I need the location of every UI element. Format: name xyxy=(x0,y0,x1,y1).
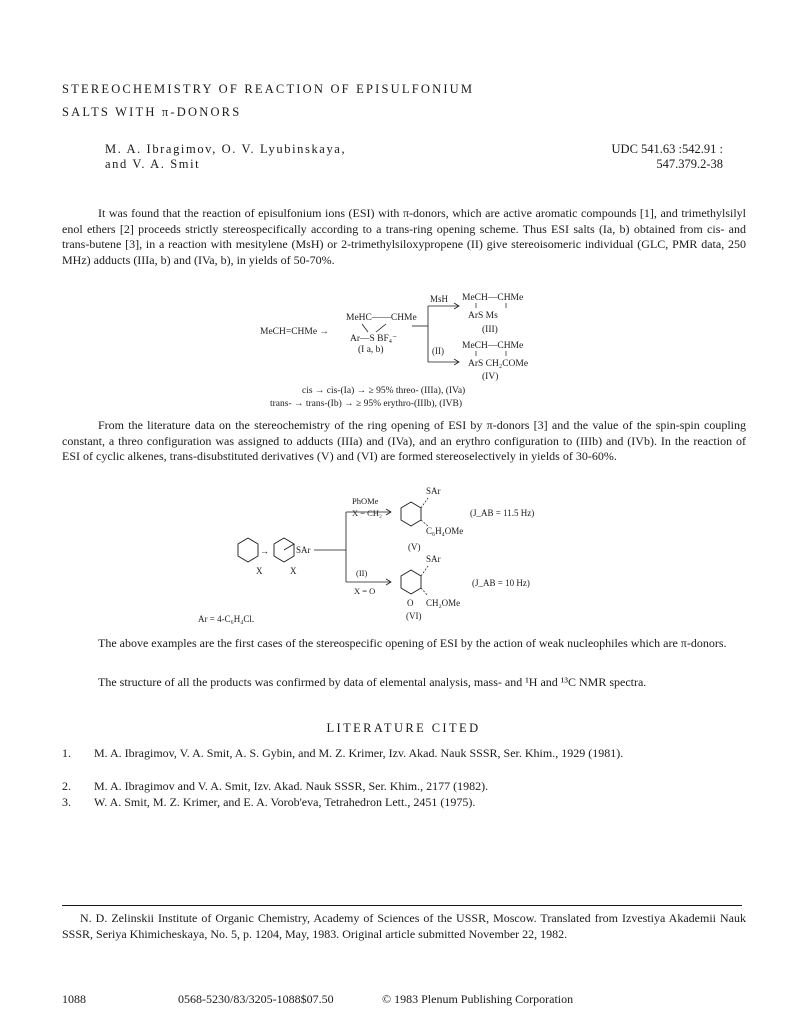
page-number: 1088 xyxy=(62,992,86,1006)
authors-line-1: M. A. Ibragimov, O. V. Lyubinskaya, xyxy=(105,142,347,156)
scheme2-prod6-oxygen: O xyxy=(407,598,414,608)
scheme2-reagent-bottom-2: X = O xyxy=(354,586,376,596)
paragraph-3 xyxy=(62,636,746,652)
paragraph-1-text: It was found that the reaction of episulfonium ions (ESI) with π-donors, which are active aromatic compounds [1], and trimethylsilyl enol ethers [2] proceeds strictly stereospecifically according to a trans-ring opening scheme. Thus ESI salts (Ia, b) obtained from cis- and trans-butene [3], in a reaction with mesitylene (MsH) or 2-trimethylsiloxypropene (II) give stereoisomeric individual (GLC, PMR data, 250 MHz) adducts (IIIa, b) and (IVa, b), in yields of 50-70%. xyxy=(62,206,746,267)
scheme1-reactant: MeCH=CHMe → xyxy=(260,327,329,337)
scheme1-reagent-bottom: (II) xyxy=(432,346,444,356)
scheme2-prod5-ring xyxy=(401,502,421,526)
reference-1-text: M. A. Ibragimov, V. A. Smit, A. S. Gybin, and M. Z. Krimer, Izv. Akad. Nauk SSSR, Ser. Khim., 1929 (1981). xyxy=(94,746,624,760)
reference-1 xyxy=(62,746,752,778)
scheme2-reagent-top-2: X = CH₂ xyxy=(352,508,382,518)
article-code: 0568-5230/83/3205-1088$07.50 xyxy=(178,992,334,1006)
paragraph-3-text: The above examples are the first cases of the stereospecific opening of ESI by the action of weak nucleophiles which are π-donors. xyxy=(98,636,727,650)
scheme2-x-left: X xyxy=(256,566,263,576)
footnote-rule xyxy=(62,905,742,906)
scheme1-salt-mid: Ar—S BF₄⁻ xyxy=(350,334,398,344)
paragraph-2-text: From the literature data on the stereochemistry of the ring opening of ESI by π-donors [3] and the value of the spin-spin coupling constant, a threo configuration was assigned to adducts (IIIa) and (IVa), and an erythro configuration to (IIIb) and (IVb). In the reaction of ESI of cyclic alkenes, trans-disubstituted derivatives (V) and (VI) are formed stereoselectively in yields of 30-60%. xyxy=(62,418,746,463)
scheme1-prod4-label: (IV) xyxy=(482,372,499,382)
paper-title-line-1: STEREOCHEMISTRY OF REACTION OF EPISULFONIUM xyxy=(62,82,475,96)
udc-line-1: UDC 541.63 :542.91 : xyxy=(611,142,723,156)
scheme1-ring-bond-left xyxy=(362,324,368,332)
scheme2-prod6-label: (VI) xyxy=(406,611,422,621)
scheme2-prod6-bond-sar xyxy=(421,566,428,576)
scheme2-prod5-coupling: (J_AB = 11.5 Hz) xyxy=(470,508,535,518)
scheme2-prod5-substituent: C₆H₄OMe xyxy=(426,526,464,536)
scheme2-prod5-sar: SAr xyxy=(426,486,441,496)
literature-cited-heading: LITERATURE CITED xyxy=(326,721,481,735)
scheme2-reagent-top-1: PhOMe xyxy=(352,496,379,506)
scheme2-reagent-bottom-1: (II) xyxy=(356,568,368,578)
scheme1-note-cis: cis → cis-(Ia) → ≥ 95% threo- (IIIa), (IVa) xyxy=(302,386,466,396)
scheme2-prod6-ring xyxy=(401,570,421,594)
scheme1-prod3-substituents: ArS Ms xyxy=(468,311,498,321)
scheme2-prod6-substituent: CH₂OMe xyxy=(426,598,461,608)
scheme2-x-right: X xyxy=(290,566,297,576)
scheme1-salt-label: (I a, b) xyxy=(358,345,384,355)
reference-2-text: M. A. Ibragimov and V. A. Smit, Izv. Akad. Nauk SSSR, Ser. Khim., 2177 (1982). xyxy=(94,779,489,793)
reference-2 xyxy=(62,779,752,795)
reference-2-number: 2. xyxy=(62,779,71,793)
scheme2-reactant-arrow: → xyxy=(260,546,269,556)
scheme2-reactant-sar: SAr xyxy=(296,545,311,555)
reference-3 xyxy=(62,795,752,811)
paragraph-2 xyxy=(62,418,746,465)
reference-3-text: W. A. Smit, M. Z. Krimer, and E. A. Vorob'eva, Tetrahedron Lett., 2451 (1975). xyxy=(94,795,476,809)
scheme1-prod4-top: MeCH—CHMe xyxy=(462,341,524,351)
scheme1-prod3-label: (III) xyxy=(482,325,498,335)
scheme2-reactant-ring-left xyxy=(238,538,258,562)
scheme2-ar-definition: Ar = 4-C₆H₄Cl. xyxy=(198,614,255,624)
footnote: N. D. Zelinskii Institute of Organic Chemistry, Academy of Sciences of the USSR, Moscow. Translated from Izvestiya Akademii Nauk SSSR, Seriya Khimicheskaya, No. 5, p. 1204, May, 1983. Original article submitted November 22, 1982. xyxy=(62,911,746,941)
scheme2-prod5-label: (V) xyxy=(408,542,421,552)
paragraph-1 xyxy=(62,206,746,268)
scheme1-prod4-substituents: ArS CH₂COMe xyxy=(468,359,529,369)
scheme1-salt-top: MeHC——CHMe xyxy=(346,313,417,323)
authors-line-2: and V. A. Smit xyxy=(105,157,201,171)
scheme2-prod6-sar: SAr xyxy=(426,554,441,564)
reaction-scheme-1 xyxy=(240,286,570,410)
scheme2-prod6-bond-ch2 xyxy=(421,588,428,596)
scheme1-reagent-top: MsH xyxy=(430,294,449,304)
scheme2-prod5-bond-sar xyxy=(421,498,428,508)
reference-3-number: 3. xyxy=(62,795,71,809)
scheme1-prod3-top: MeCH—CHMe xyxy=(462,293,524,303)
udc-line-2: 547.379.2-38 xyxy=(656,157,723,171)
paragraph-4-text: The structure of all the products was confirmed by data of elemental analysis, mass- and ¹H and ¹³C NMR spectra. xyxy=(98,675,647,689)
paragraph-4 xyxy=(62,675,746,691)
scheme2-prod6-coupling: (J_AB = 10 Hz) xyxy=(472,578,530,588)
scheme1-ring-bond-right xyxy=(376,324,386,332)
reference-1-number: 1. xyxy=(62,746,71,760)
scheme1-note-trans: trans- → trans-(Ib) → ≥ 95% erythro-(IIIb), (IVB) xyxy=(270,399,462,409)
reaction-scheme-2 xyxy=(190,482,570,628)
copyright-line: © 1983 Plenum Publishing Corporation xyxy=(382,992,574,1006)
scheme2-episulfonium-bond xyxy=(284,544,294,550)
paper-title-line-2: SALTS WITH π-DONORS xyxy=(62,105,242,119)
